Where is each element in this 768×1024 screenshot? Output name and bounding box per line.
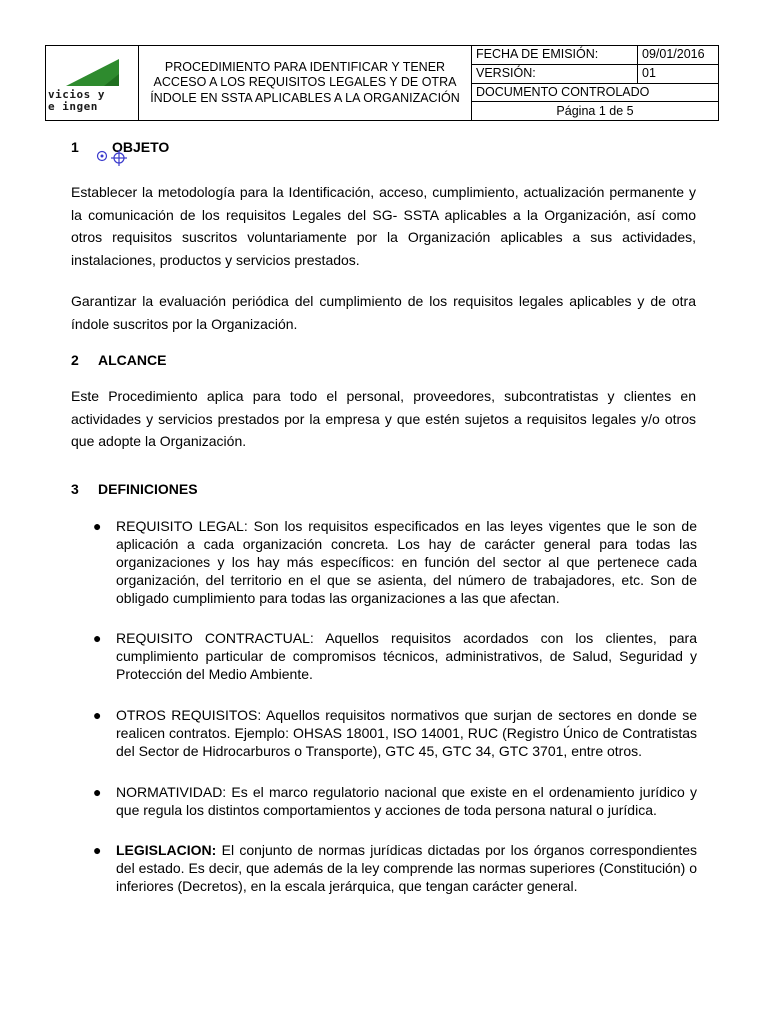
definition-item xyxy=(93,841,697,895)
bullet-icon: ● xyxy=(93,707,102,723)
logo-text-line1: vicios y xyxy=(48,88,105,101)
page-number: Página 1 de 5 xyxy=(472,102,719,121)
section-3-title: DEFINICIONES xyxy=(98,481,198,497)
logo-text-line2: e ingen xyxy=(48,100,98,113)
definition-item xyxy=(93,783,697,819)
version-label: VERSIÓN: xyxy=(472,64,638,83)
bullet-icon: ● xyxy=(93,518,102,534)
fecha-emision-label: FECHA DE EMISIÓN: xyxy=(472,46,638,65)
definition-text: NORMATIVIDAD: Es el marco regulatorio nacional que existe en el ordenamiento jurídico y que regula los distintos comportamientos y acciones de toda persona natural o jurídica. xyxy=(116,784,697,818)
section-1-title: OBJETO xyxy=(112,139,170,155)
section-2-number: 2 xyxy=(71,352,79,368)
alcance-paragraph: Este Procedimiento aplica para todo el personal, proveedores, subcontratistas y clientes en actividades y servicios prestados por la empresa y que estén sujetos a requisitos legales y/o otros que adopte la Organización. xyxy=(71,388,696,449)
section-3-number: 3 xyxy=(71,481,79,497)
fecha-emision-value: 09/01/2016 xyxy=(638,46,719,65)
section-2-heading xyxy=(71,352,166,368)
bullet-icon: ● xyxy=(93,842,102,858)
definition-text: El conjunto de normas jurídicas dictadas por los órganos correspondientes del estado. Es decir, que además de la ley comprende las normas superiores (Constitución) o inferiores (Decretos), en la escala jerárquica, que tengan carácter general. xyxy=(116,842,697,894)
documento-controlado: DOCUMENTO CONTROLADO xyxy=(472,83,719,102)
definitions-list xyxy=(93,517,697,915)
company-logo xyxy=(46,46,139,121)
bullet-icon: ● xyxy=(93,630,102,646)
definition-item xyxy=(93,706,697,760)
objeto-paragraph-1: Establecer la metodología para la Identificación, acceso, cumplimiento, actualización permanente y la comunicación de los requisitos Legales del SG- SSTA aplicables a la Organización, así como otros requisitos suscritos voluntariamente por la Organización aplicables a sus actividades, instalaciones, productos y servicios prestados. xyxy=(71,184,696,268)
definition-item xyxy=(93,629,697,683)
definition-item xyxy=(93,517,697,607)
section-3-heading xyxy=(71,481,198,497)
definition-text: REQUISITO LEGAL: Son los requisitos especificados en las leyes vigentes que le son de aplicación a cada organización concreta. Los hay de carácter general para todas las organizaciones y los hay más específicos: en función del sector al que pertenece cada organización, del territorio en el que se asienta, del número de trabajadores, etc. Son de obligado cumplimiento para todas las organizaciones a las que afectan. xyxy=(116,518,697,606)
definition-term: LEGISLACION: xyxy=(116,842,217,858)
crosshair-icon xyxy=(95,146,131,166)
bullet-icon: ● xyxy=(93,784,102,800)
definition-text: OTROS REQUISITOS: Aquellos requisitos normativos que surjan de sectores en donde se realicen contratos. Ejemplo: OHSAS 18001, ISO 14001, RUC (Registro Único de Contratistas del Sector de Hidrocarburos o Transporte), GTC 45, GTC 34, GTC 3701, entre otros. xyxy=(116,707,697,759)
objeto-paragraph-2: Garantizar la evaluación periódica del cumplimiento de los requisitos legales aplicables y de otra índole suscritos por la Organización. xyxy=(71,293,696,332)
definition-text: REQUISITO CONTRACTUAL: Aquellos requisitos acordados con los clientes, para cumplimiento particular de compromisos técnicos, administrativos, de Salud, Seguridad y Protección del Medio Ambiente. xyxy=(116,630,697,682)
document-header-table xyxy=(45,45,719,121)
document-title: PROCEDIMIENTO PARA IDENTIFICAR Y TENER ACCESO A LOS REQUISITOS LEGALES Y DE OTRA ÍNDOLE EN SSTA APLICABLES A LA ORGANIZACIÓN xyxy=(139,46,472,121)
section-2-title: ALCANCE xyxy=(98,352,167,368)
section-1-number: 1 xyxy=(71,139,79,155)
version-value: 01 xyxy=(638,64,719,83)
